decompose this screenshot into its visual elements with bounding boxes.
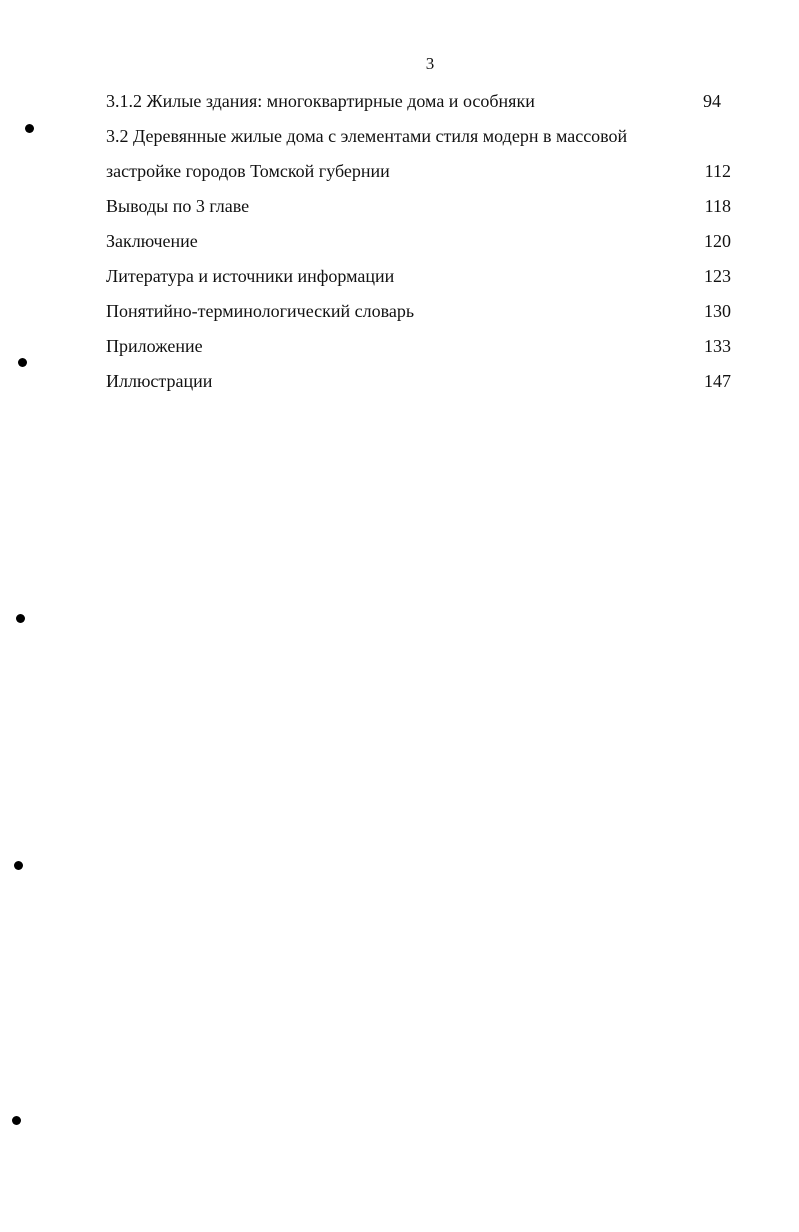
toc-entry-chapter-3-conclusions [106,189,731,224]
toc-entry-conclusion [106,224,731,259]
punch-hole-mark [18,358,27,367]
toc-entry-residential-buildings [106,84,731,119]
toc-entry-illustrations [106,364,731,399]
toc-entry-title: Заключение [106,231,198,251]
toc-entry-page: 120 [704,231,731,251]
punch-hole-mark [14,861,23,870]
toc-entry-page: 147 [704,371,731,391]
page-number: 3 [425,54,435,73]
toc-entry-title: Иллюстрации [106,371,213,391]
toc-entry-page: 130 [704,301,731,321]
toc-entry-page: 118 [704,196,731,216]
toc-entry-page: 123 [704,266,731,286]
toc-entry-title: 3.1.2 Жилые здания: многоквартирные дома и особняки [106,91,535,111]
toc-entry-page: 112 [704,161,731,181]
toc-entry-glossary [106,294,731,329]
toc-entry-wooden-houses [106,119,731,189]
toc-entry-title: Понятийно-терминологический словарь [106,301,415,321]
toc-entry-title: Выводы по 3 главе [106,196,250,216]
toc-entry-literature [106,259,731,294]
toc-entry-title: Литература и источники информации [106,266,395,286]
toc-entry-page: 94 [703,91,721,111]
toc-entry-title: 3.2 Деревянные жилые дома с элементами стиля модерн в массовой застройке городов Томской губернии [106,126,628,181]
toc-entry-page: 133 [704,336,731,356]
punch-hole-mark [25,124,34,133]
punch-hole-mark [12,1116,21,1125]
toc-entry-appendix [106,329,731,364]
toc-entry-title: Приложение [106,336,203,356]
table-of-contents [106,84,731,399]
punch-hole-mark [16,614,25,623]
